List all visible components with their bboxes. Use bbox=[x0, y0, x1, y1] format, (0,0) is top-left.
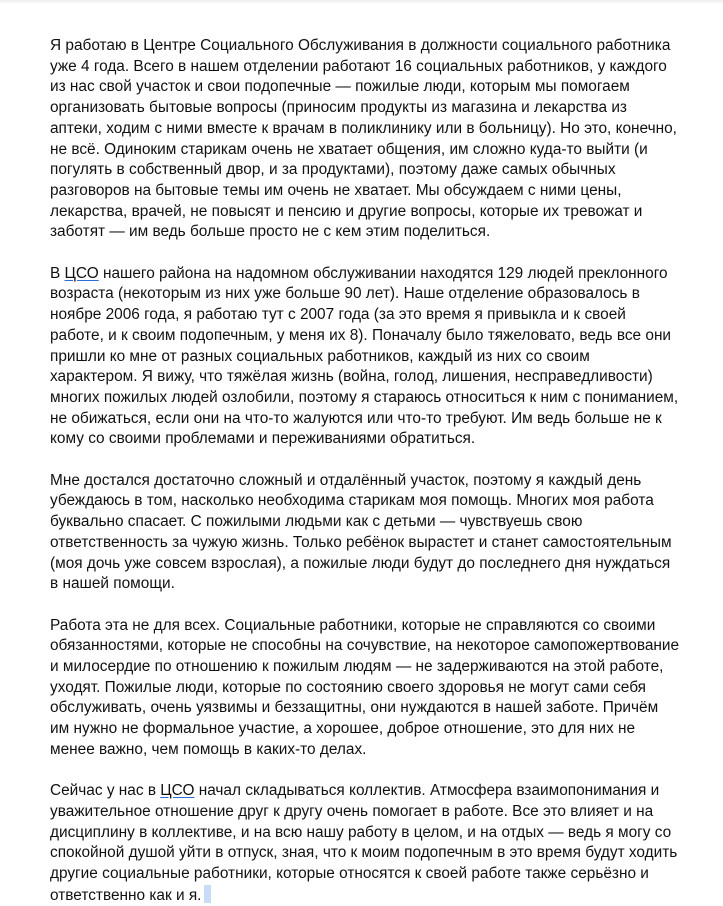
document-body[interactable] bbox=[50, 36, 680, 906]
paragraph-5-text-start: Сейчас у нас в bbox=[50, 782, 161, 800]
paragraph-5 bbox=[50, 781, 680, 906]
paragraph-2-text-rest: нашего района на надомном обслуживании находятся 129 людей преклонного возраста (некоторым из них уже больше 90 лет). Наше отделение образовалось в ноябре 2006 года, я работаю тут с 2007 года (за это время я привыкла и к своей работе, и к своим подопечным, у меня их 8). Поначалу было тяжеловато, ведь все они пришли ко мне от разных социальных работников, каждый из них со своим характером. Я вижу, что тяжёлая жизнь (война, голод, лишения, несправедливости) многих пожилых людей озлобили, поэтому я стараюсь относиться к ним с пониманием, не обижаться, если они на что-то жалуются или что-то требуют. Им ведь больше не к кому со своими проблемами и переживаниями обратиться. bbox=[50, 264, 679, 448]
paragraph-4 bbox=[50, 616, 680, 761]
paragraph-3 bbox=[50, 471, 680, 595]
cso-abbreviation: ЦСО bbox=[160, 782, 195, 800]
page-top-edge bbox=[0, 0, 723, 4]
cso-abbreviation: ЦСО bbox=[64, 264, 99, 282]
paragraph-2-text-start: В bbox=[50, 264, 65, 282]
paragraph-1-text: Я работаю в Центре Социального Обслуживания в должности социального работника уже 4 года. Всего в нашем отделении работают 16 социальных работников, у каждого из нас свой участок и свои подопечные — пожилые люди, которым мы помогаем организовать бытовые вопросы (приносим продукты из магазина и лекарства из аптеки, ходим с ними вместе к врачам в поликлинику или в больницу). Но это, конечно, не всё. Одиноким старикам очень не хватает общения, им сложно куда-то выйти (и погулять в собственный двор, и за продуктами), поэтому даже самых обычных разговоров на бытовые темы им очень не хватает. Мы обсуждаем с ними цены, лекарства, врачей, не повысят и пенсию и другие вопросы, которые их тревожат и заботят — им ведь больше просто не с кем этим поделиться. bbox=[50, 37, 677, 241]
paragraph-1 bbox=[50, 36, 680, 243]
text-cursor-highlight bbox=[204, 885, 211, 903]
paragraph-3-text: Мне достался достаточно сложный и отдалённый участок, поэтому я каждый день убеждаюсь в том, насколько необходима старикам моя помощь. Многих моя работа буквально спасает. С пожилыми людьми как с детьми — чувствуешь свою ответственность за чужую жизнь. Только ребёнок вырастет и станет самостоятельным (моя дочь уже совсем взрослая), а пожилые люди будут до последнего дня нуждаться в нашей помощи. bbox=[50, 471, 672, 593]
paragraph-4-text: Работа эта не для всех. Социальные работники, которые не справляются со своими обязанностями, которые не способны на сочувствие, на некоторое самопожертвование и милосердие по отношению к пожилым людям — не задерживаются на этой работе, уходят. Пожилые люди, которые по состоянию своего здоровья не могут сами себя обслуживать, очень уязвимы и беззащитны, они нуждаются в нашей заботе. Причём им нужно не формальное участие, а хорошее, доброе отношение, это для них не менее важно, чем помощь в каких-то делах. bbox=[50, 616, 680, 758]
paragraph-5-text-rest: начал складываться коллектив. Атмосфера взаимопонимания и уважительное отношение друг к другу очень помогает в работе. Все это влияет и на дисциплину в коллективе, и на всю нашу работу в целом, и на отдых — ведь я могу со спокойной душой уйти в отпуск, зная, что к моим подопечным в это время будут ходить другие социальные работники, которые относятся к своей работе также серьёзно и ответственно как и я. bbox=[50, 782, 678, 904]
paragraph-2 bbox=[50, 264, 680, 450]
